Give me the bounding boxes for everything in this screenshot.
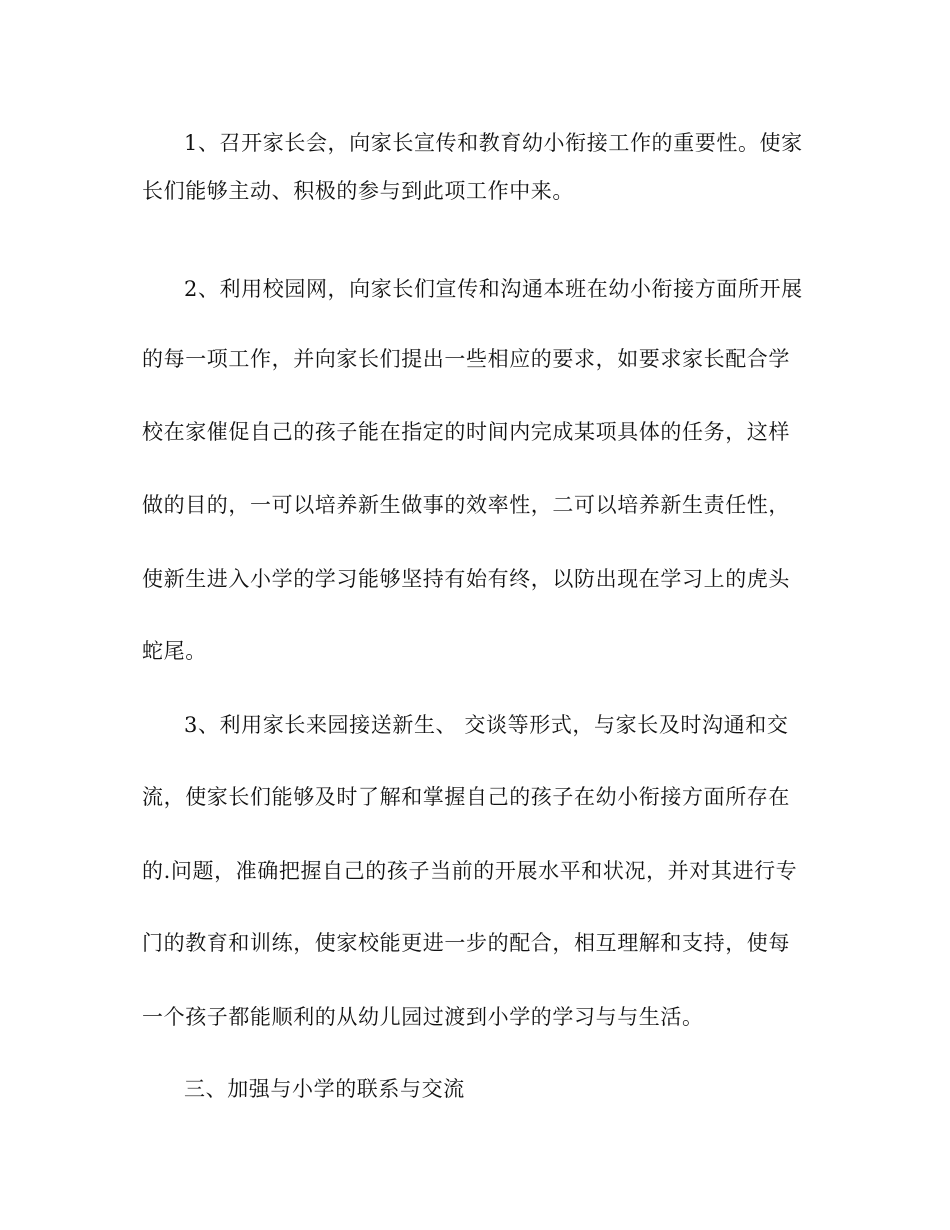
paragraph-3-line-5: 一个孩子都能顺利的从幼儿园过渡到小学的学习与与生活。 <box>142 1005 704 1029</box>
paragraph-2-line-6: 蛇尾。 <box>142 639 207 663</box>
paragraph-1-line-2: 长们能够主动、积极的参与到此项工作中来。 <box>142 179 574 203</box>
paragraph-3-line-3: 的.问题，准确把握自己的孩子当前的开展水平和状况，并对其进行专 <box>142 859 798 883</box>
paragraph-3-line-2: 流，使家长们能够及时了解和掌握自己的孩子在幼小衔接方面所存在 <box>142 785 790 809</box>
paragraph-2-line-4: 做的目的，一可以培养新生做事的效率性，二可以培养新生责任性， <box>142 493 790 517</box>
paragraph-2-line-2: 的每一项工作，并向家长们提出一些相应的要求，如要求家长配合学 <box>142 347 790 371</box>
paragraph-2-line-1: 2、利用校园网，向家长们宣传和沟通本班在幼小衔接方面所开展 <box>184 277 803 301</box>
paragraph-3-line-1: 3、利用家长来园接送新生、 交谈等形式，与家长及时沟通和交 <box>184 713 789 737</box>
paragraph-1-line-1: 1、召开家长会，向家长宣传和教育幼小衔接工作的重要性。使家 <box>184 131 803 155</box>
paragraph-3-line-4: 门的教育和训练，使家校能更进一步的配合，相互理解和支持，使每 <box>142 931 790 955</box>
paragraph-2-line-3: 校在家催促自己的孩子能在指定的时间内完成某项具体的任务，这样 <box>142 420 790 444</box>
paragraph-2-line-5: 使新生进入小学的学习能够坚持有始有终，以防出现在学习上的虎头 <box>142 567 790 591</box>
section-heading-3: 三、加强与小学的联系与交流 <box>184 1077 465 1101</box>
